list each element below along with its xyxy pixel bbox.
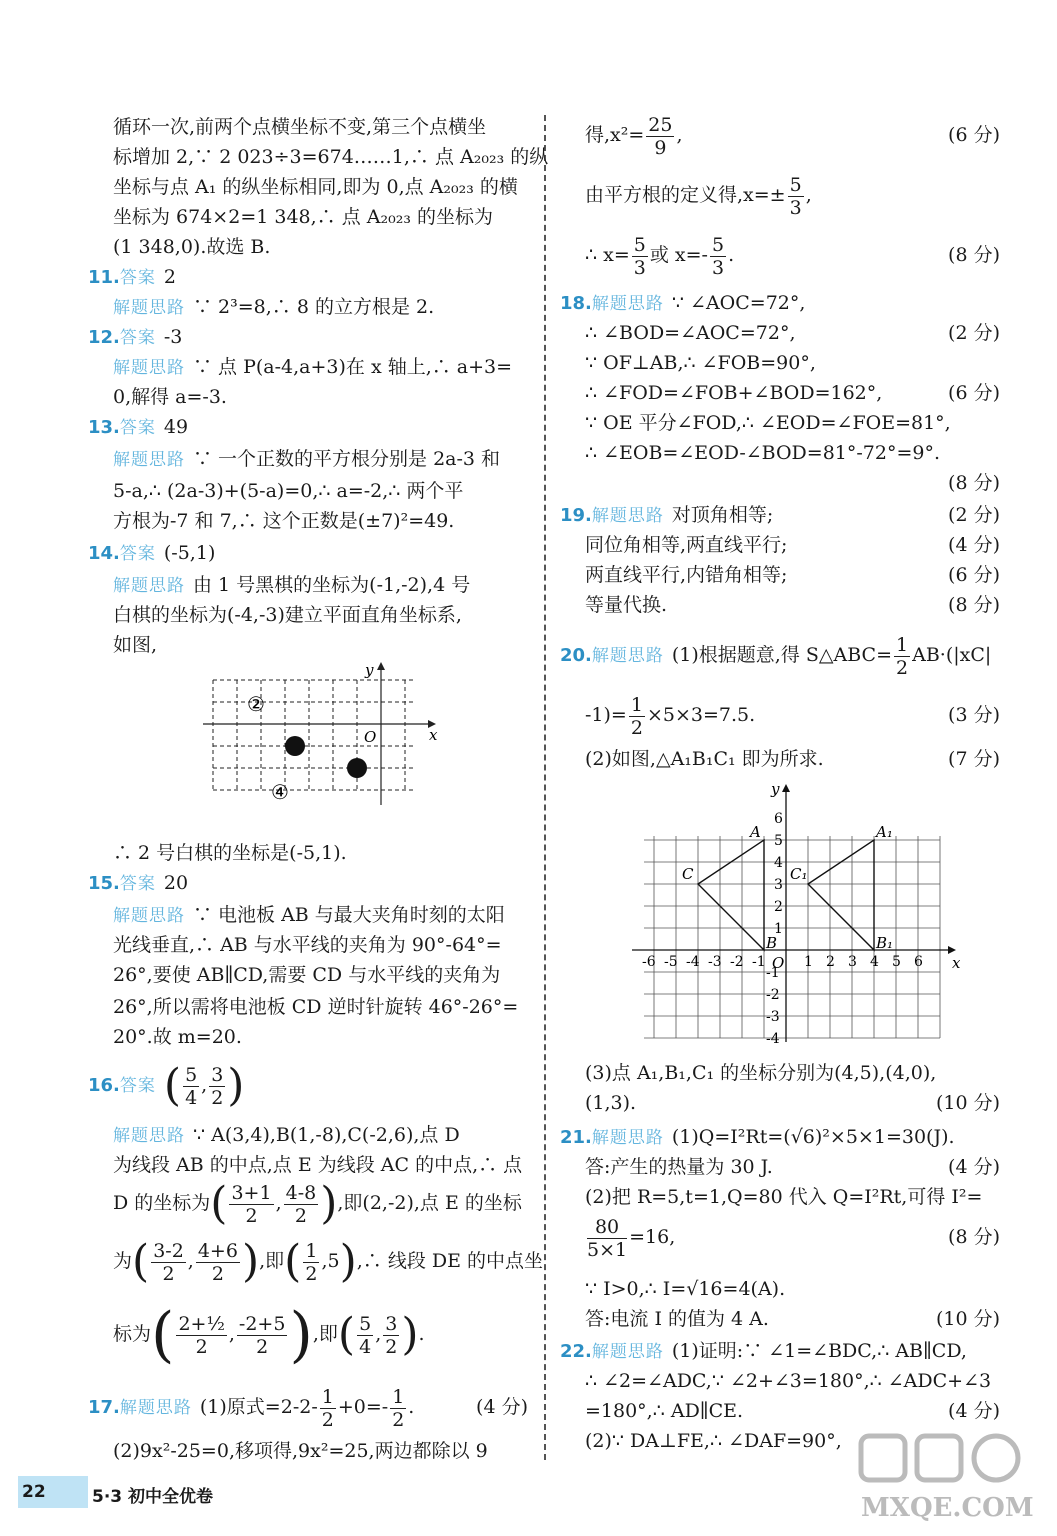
solution-tag: 解题思路 xyxy=(113,358,185,378)
x-tick-label: -2 xyxy=(730,954,744,970)
question-17 xyxy=(88,1382,528,1433)
question-number: 15. xyxy=(88,873,120,894)
question-number: 11. xyxy=(88,267,120,288)
score: (8 分) xyxy=(948,472,1000,494)
y-tick-label: -1 xyxy=(766,965,780,981)
answer-tag: 答案 xyxy=(119,1076,156,1096)
y-tick-label: -3 xyxy=(766,1009,780,1025)
point-C-label: C xyxy=(682,865,694,883)
x-tick-label: -1 xyxy=(752,954,766,970)
denominator: 2 xyxy=(630,716,643,739)
score: (7 分) xyxy=(948,748,1000,770)
fraction xyxy=(209,1064,225,1109)
denominator: 2 xyxy=(392,1408,405,1431)
text-line xyxy=(585,592,1000,618)
x-tick-label: 5 xyxy=(892,954,901,970)
text: . xyxy=(408,1396,415,1418)
origin-label: O xyxy=(364,728,377,746)
text: =180°,∴ AD∥CE. xyxy=(585,1400,744,1422)
answer: 2 xyxy=(163,266,176,288)
formula-line xyxy=(585,110,1000,160)
solution-tag: 解题思路 xyxy=(591,646,664,666)
text: . xyxy=(418,1323,425,1345)
fraction xyxy=(303,1240,319,1285)
x-tick-label: -5 xyxy=(664,954,678,970)
question-14 xyxy=(88,540,215,567)
text-line: (2)∵ DA⊥FE,∴ ∠DAF=90°, xyxy=(585,1430,842,1452)
x-axis-label: x xyxy=(952,954,960,972)
answer-tag: 答案 xyxy=(119,874,156,894)
fraction xyxy=(390,1386,406,1431)
triangle-coordinate-figure xyxy=(630,780,960,1050)
text-line: 如图, xyxy=(113,634,158,656)
answer: 20 xyxy=(163,872,189,894)
y-tick-label: 2 xyxy=(774,899,783,915)
x-tick-label: 1 xyxy=(804,954,813,970)
text-line: (2)把 R=5,t=1,Q=80 代入 Q=I²Rt,可得 I²= xyxy=(585,1186,983,1208)
paren: ( xyxy=(210,1178,228,1229)
question-number: 20. xyxy=(560,645,592,666)
formula-line xyxy=(585,690,1000,740)
denominator: 5×1 xyxy=(587,1238,628,1261)
question-22 xyxy=(560,1338,967,1365)
text: ,即(2,-2),点 E 的坐标 xyxy=(337,1192,522,1214)
text-line: 5-a,∴ (2a-3)+(5-a)=0,∴ a=-2,∴ 两个平 xyxy=(113,480,464,502)
question-number: 14. xyxy=(88,543,120,564)
y-tick-label: 1 xyxy=(774,921,783,937)
solution-tag: 解题思路 xyxy=(119,1398,192,1418)
x-tick-label: 4 xyxy=(870,954,879,970)
numerator: 3-2 xyxy=(153,1239,184,1262)
text-line: 26°,所以需将电池板 CD 逆时针旋转 46°-26°= xyxy=(113,996,519,1018)
score: (2 分) xyxy=(948,504,1000,526)
text: ,即 xyxy=(312,1323,338,1345)
denominator: 3 xyxy=(711,256,725,279)
white-stone-4: ④ xyxy=(271,780,289,804)
text-line: 白棋的坐标为(-4,-3)建立平面直角坐标系, xyxy=(113,604,462,626)
formula-line xyxy=(585,1212,1000,1262)
x-axis-label: x xyxy=(429,726,438,744)
denominator: 4 xyxy=(359,1335,372,1358)
text: 等量代换. xyxy=(585,594,668,616)
black-stone-1 xyxy=(347,758,367,778)
fraction xyxy=(632,234,648,279)
solution-line xyxy=(113,902,505,929)
paren: ( xyxy=(163,1060,182,1111)
question-18 xyxy=(560,290,805,317)
solution-tag: 解题思路 xyxy=(591,1342,664,1362)
board-coordinate-figure xyxy=(198,660,438,810)
paren: ( xyxy=(337,1309,356,1360)
paren: ( xyxy=(132,1236,150,1287)
solution-line xyxy=(113,1122,460,1149)
score: (10 分) xyxy=(935,1092,1000,1114)
question-13 xyxy=(88,414,188,441)
answer: 49 xyxy=(163,416,189,438)
text: 为 xyxy=(113,1250,133,1272)
denominator: 2 xyxy=(385,1335,398,1358)
formula-line xyxy=(585,230,1000,280)
text: D 的坐标为 xyxy=(113,1192,211,1214)
formula-line: 标为( $\frac{\text{2+½}}{2}$ , $\frac{-2+5}{2}$ ),即( $\frac{5}{4}$ , $\frac{3}{2}$ ). xyxy=(113,1300,425,1370)
solution-tag: 解题思路 xyxy=(113,450,185,470)
question-number: 21. xyxy=(560,1127,592,1148)
question-number: 22. xyxy=(560,1341,592,1362)
text-line: 26°,要使 AB∥CD,需要 CD 与水平线的夹角为 xyxy=(113,964,501,986)
solution-tag: 解题思路 xyxy=(113,576,185,596)
fraction xyxy=(229,1182,273,1227)
paren: ) xyxy=(289,1300,313,1370)
y-tick-label: 6 xyxy=(774,811,783,827)
formula-line: 为( $\frac{3-2}{2}$ , $\frac{4+6}{2}$ ),即( $\frac{1}{2}$ ,5),∴ 线段 DE 的中点坐 xyxy=(113,1236,544,1287)
point-A1-label: A₁ xyxy=(876,823,893,841)
series-title: 5·3 初中全优卷 xyxy=(92,1487,214,1507)
text-line: ∴ 2 号白棋的坐标是(-5,1). xyxy=(113,842,347,864)
answer-tag: 答案 xyxy=(119,328,156,348)
numerator: 3 xyxy=(211,1063,224,1086)
text: (1)Q=I²Rt=(√6)²×5×1=30(J). xyxy=(671,1126,955,1148)
numerator: 1 xyxy=(896,633,909,656)
text: 标为 xyxy=(113,1323,152,1345)
text-line: (1 348,0).故选 B. xyxy=(113,236,271,258)
fraction xyxy=(151,1240,186,1285)
y-axis-label: y xyxy=(771,780,780,798)
point-C1-label: C₁ xyxy=(790,865,808,883)
page-number: 22 xyxy=(22,1482,46,1502)
paren: ) xyxy=(227,1060,245,1111)
text-line: 方根为-7 和 7,∴ 这个正数是(±7)²=49. xyxy=(113,510,455,532)
watermark-text: MXQE.COM xyxy=(861,1493,1034,1523)
text: 得,x²= xyxy=(585,124,645,146)
denominator: 2 xyxy=(256,1335,269,1358)
text: ∵ ∠AOC=72°, xyxy=(671,292,806,314)
text-line xyxy=(585,1090,1000,1116)
text: (1)证明:∵ ∠1=∠BDC,∴ AB∥CD, xyxy=(671,1340,967,1362)
numerator: 80 xyxy=(587,1216,627,1239)
score: (6 分) xyxy=(948,564,1000,586)
text-line xyxy=(585,562,1000,588)
score: (2 分) xyxy=(948,322,1000,344)
denominator: 9 xyxy=(654,136,667,159)
text: , xyxy=(676,124,683,146)
text-line xyxy=(585,1306,1000,1332)
numerator: 1 xyxy=(321,1385,334,1408)
numerator: 4+6 xyxy=(197,1239,238,1262)
text-line: ∵ OF⊥AB,∴ ∠FOB=90°, xyxy=(585,352,816,374)
score: (8 分) xyxy=(948,244,1000,266)
text: ,∴ 线段 DE 的中点坐 xyxy=(356,1250,544,1272)
paren: ( xyxy=(284,1236,302,1287)
score: (4 分) xyxy=(948,1400,1000,1422)
answer-tag: 答案 xyxy=(119,544,156,564)
text: (1)原式=2-2- xyxy=(199,1396,318,1418)
score: (8 分) xyxy=(948,594,1000,616)
triangle-A1B1C1 xyxy=(808,840,874,950)
text: ∴ ∠FOD=∠FOB+∠BOD=162°, xyxy=(585,382,883,404)
text: -1)= xyxy=(585,704,627,726)
fraction xyxy=(587,1216,627,1261)
denominator: 2 xyxy=(321,1408,334,1431)
text-line: 坐标与点 A₁ 的纵坐标相同,即为 0,点 A₂₀₂₃ 的横 xyxy=(113,176,518,198)
question-number: 16. xyxy=(88,1075,120,1096)
text: 答:电流 I 的值为 4 A. xyxy=(585,1308,769,1330)
numerator: 3 xyxy=(385,1312,398,1335)
solution-text: 由 1 号黑棋的坐标为(-1,-2),4 号 xyxy=(193,574,471,596)
text-line: 循环一次,前两个点横坐标不变,第三个点横坐 xyxy=(113,116,487,138)
text-line: (3)点 A₁,B₁,C₁ 的坐标分别为(4,5),(4,0), xyxy=(585,1062,937,1084)
score: (6 分) xyxy=(948,382,1000,404)
text: . xyxy=(728,244,735,266)
fraction xyxy=(176,1313,226,1358)
y-tick-label: -4 xyxy=(766,1031,780,1047)
fraction xyxy=(629,694,645,739)
text: ∴ x= xyxy=(585,244,630,266)
fraction xyxy=(284,1182,319,1227)
origin-label: O xyxy=(772,954,785,972)
column-divider xyxy=(544,115,546,1460)
denominator: 2 xyxy=(305,1262,318,1285)
text-line: 0,解得 a=-3. xyxy=(113,386,227,408)
solution-tag: 解题思路 xyxy=(591,1128,664,1148)
text: AB·(|xC| xyxy=(912,644,992,666)
tick-labels xyxy=(642,811,923,1047)
text-line: (2)9x²-25=0,移项得,9x²=25,两边都除以 9 xyxy=(113,1440,488,1462)
x-tick-label: 3 xyxy=(848,954,857,970)
denominator: 2 xyxy=(896,656,909,679)
text: (1,3). xyxy=(585,1092,637,1114)
denominator: 2 xyxy=(162,1262,175,1285)
x-tick-label: -3 xyxy=(708,954,722,970)
text-line: 标增加 2,∵ 2 023÷3=674……1,∴ 点 A₂₀₂₃ 的纵 xyxy=(113,146,549,168)
numerator: 25 xyxy=(648,113,673,136)
x-tick-label: -4 xyxy=(686,954,700,970)
text: (1)根据题意,得 S△ABC= xyxy=(671,644,893,666)
solution-tag: 解题思路 xyxy=(591,294,664,314)
fraction xyxy=(646,114,674,159)
fraction xyxy=(710,234,726,279)
text-line: 为线段 AB 的中点,点 E 为线段 AC 的中点,∴ 点 xyxy=(113,1154,523,1176)
denominator: 2 xyxy=(195,1335,208,1358)
text-line: 20°.故 m=20. xyxy=(113,1026,242,1048)
fraction xyxy=(196,1240,240,1285)
text-line: 坐标为 674×2=1 348,∴ 点 A₂₀₂₃ 的坐标为 xyxy=(113,206,493,228)
denominator: 2 xyxy=(211,1262,224,1285)
paren: ) xyxy=(241,1236,260,1287)
text-line xyxy=(585,746,1000,772)
question-number: 12. xyxy=(88,327,120,348)
x-tick-label: -6 xyxy=(642,954,656,970)
answer-tag: 答案 xyxy=(119,418,156,438)
solution-tag: 解题思路 xyxy=(591,506,664,526)
paren: ( xyxy=(151,1300,175,1370)
score: (3 分) xyxy=(948,704,1000,726)
text-line xyxy=(585,380,1000,406)
numerator: 1 xyxy=(305,1239,318,1262)
text: =16, xyxy=(629,1226,676,1248)
x-axis-arrow-icon xyxy=(948,946,956,954)
formula-line: D 的坐标为( $\frac{3+1}{2}$ , $\frac{4-8}{2}$ ),即(2,-2),点 E 的坐标 xyxy=(113,1178,522,1229)
numerator: 5 xyxy=(789,173,802,196)
question-number: 17. xyxy=(88,1397,120,1418)
question-number: 19. xyxy=(560,505,592,526)
solution-text: ∵ 2³=8,∴ 8 的立方根是 2. xyxy=(193,296,435,318)
denominator: 2 xyxy=(245,1204,258,1227)
formula-line xyxy=(585,170,812,220)
answer: -3 xyxy=(163,326,183,348)
text-line xyxy=(585,1398,1000,1424)
y-axis-arrow-icon xyxy=(377,662,385,670)
text-line: ∵ OE 平分∠FOD,∴ ∠EOD=∠FOE=81°, xyxy=(585,412,951,434)
black-stone-3 xyxy=(285,736,305,756)
text: 同位角相等,两直线平行; xyxy=(585,534,788,556)
y-axis-arrow-icon xyxy=(782,784,790,792)
numerator: 5 xyxy=(359,1312,372,1335)
solution-line xyxy=(113,294,434,321)
question-15 xyxy=(88,870,188,897)
score: (4 分) xyxy=(948,1156,1000,1178)
question-19 xyxy=(560,502,1000,529)
fraction xyxy=(357,1313,373,1358)
text-line: ∴ ∠2=∠ADC,∵ ∠2+∠3=180°,∴ ∠ADC+∠3 xyxy=(585,1370,992,1392)
answer: (-5,1) xyxy=(163,542,216,564)
y-tick-label: -2 xyxy=(766,987,780,1003)
fraction xyxy=(183,1064,199,1109)
fraction xyxy=(237,1313,288,1358)
solution-text: ∵ 点 P(a-4,a+3)在 x 轴上,∴ a+3= xyxy=(193,356,513,378)
text-line: 光线垂直,∴ AB 与水平线的夹角为 90°-64°= xyxy=(113,934,502,956)
denominator: 4 xyxy=(185,1086,198,1109)
denominator: 3 xyxy=(789,196,802,219)
triangle-ABC xyxy=(698,840,764,950)
numerator: 5 xyxy=(633,233,646,256)
fraction xyxy=(383,1313,399,1358)
solution-text: ∵ 一个正数的平方根分别是 2a-3 和 xyxy=(193,448,501,470)
question-21 xyxy=(560,1124,955,1151)
numerator: 1 xyxy=(392,1385,405,1408)
point-B-label: B xyxy=(766,934,778,952)
solution-line xyxy=(113,446,500,473)
y-tick-label: 3 xyxy=(774,877,783,893)
text: ,5 xyxy=(321,1250,340,1272)
solution-text: ∵ 电池板 AB 与最大夹角时刻的太阳 xyxy=(193,904,505,926)
answer-tag: 答案 xyxy=(119,268,156,288)
text-line: ∴ ∠EOB=∠EOD-∠BOD=81°-72°=9°. xyxy=(585,442,941,464)
point-B1-label: B₁ xyxy=(876,934,894,952)
paren: ) xyxy=(339,1236,357,1287)
question-number: 13. xyxy=(88,417,120,438)
numerator: 5 xyxy=(185,1063,198,1086)
solution-line xyxy=(113,572,470,599)
solution-tag: 解题思路 xyxy=(113,1126,185,1146)
denominator: 3 xyxy=(633,256,646,279)
x-tick-label: 2 xyxy=(826,954,835,970)
text: ∴ ∠BOD=∠AOC=72°, xyxy=(585,322,796,344)
numerator: 4-8 xyxy=(285,1181,317,1204)
solution-tag: 解题思路 xyxy=(113,906,185,926)
y-tick-label: 4 xyxy=(774,855,783,871)
watermark-logo xyxy=(841,1430,1041,1526)
solution-tag: 解题思路 xyxy=(113,298,185,318)
solution-text: ∵ A(3,4),B(1,-8),C(-2,6),点 D xyxy=(193,1124,460,1146)
text-line xyxy=(585,532,1000,558)
y-tick-label: 5 xyxy=(774,833,783,849)
score: (6 分) xyxy=(948,124,1000,146)
text: +0=- xyxy=(337,1396,389,1418)
text: 两直线平行,内错角相等; xyxy=(585,564,788,586)
paren: ) xyxy=(320,1178,338,1229)
fraction xyxy=(788,174,804,219)
question-11 xyxy=(88,264,176,291)
text-line xyxy=(585,320,1000,346)
question-16: 16.答案 ( $\frac{5}{4}$ , $\frac{3}{2}$ ) xyxy=(88,1060,245,1111)
question-20 xyxy=(560,630,991,681)
numerator: 3+1 xyxy=(231,1181,272,1204)
dashed-grid xyxy=(213,680,413,790)
text-line: ∵ I>0,∴ I=√16=4(A). xyxy=(585,1278,786,1300)
y-axis-label: y xyxy=(365,661,374,679)
numerator: 2+½ xyxy=(178,1312,225,1335)
numerator: -2+5 xyxy=(238,1312,286,1335)
solution-line xyxy=(113,354,512,381)
x-tick-label: 6 xyxy=(914,954,923,970)
fraction xyxy=(320,1386,336,1431)
score: (4 分) xyxy=(948,534,1000,556)
numerator: 5 xyxy=(711,233,725,256)
paren: ) xyxy=(401,1309,419,1360)
point-A-label: A xyxy=(750,823,761,841)
question-number: 18. xyxy=(560,293,592,314)
denominator: 2 xyxy=(294,1204,307,1227)
text: 答:产生的热量为 30 J. xyxy=(585,1156,773,1178)
numerator: 1 xyxy=(630,693,643,716)
text-line xyxy=(585,1154,1000,1180)
text: , xyxy=(805,184,812,206)
white-stone-2: ② xyxy=(247,692,265,716)
text: ×5×3=7.5. xyxy=(646,704,756,726)
fraction xyxy=(894,634,910,679)
text: 由平方根的定义得,x=± xyxy=(585,184,786,206)
text: 或 x=- xyxy=(649,244,708,266)
question-12 xyxy=(88,324,182,351)
text: 对顶角相等; xyxy=(671,504,774,526)
text: ,即 xyxy=(259,1250,285,1272)
denominator: 2 xyxy=(211,1086,224,1109)
score: (10 分) xyxy=(935,1308,1000,1330)
text: (2)如图,△A₁B₁C₁ 即为所求. xyxy=(585,748,824,770)
score: (4 分) xyxy=(476,1396,528,1418)
score: (8 分) xyxy=(948,1226,1000,1248)
